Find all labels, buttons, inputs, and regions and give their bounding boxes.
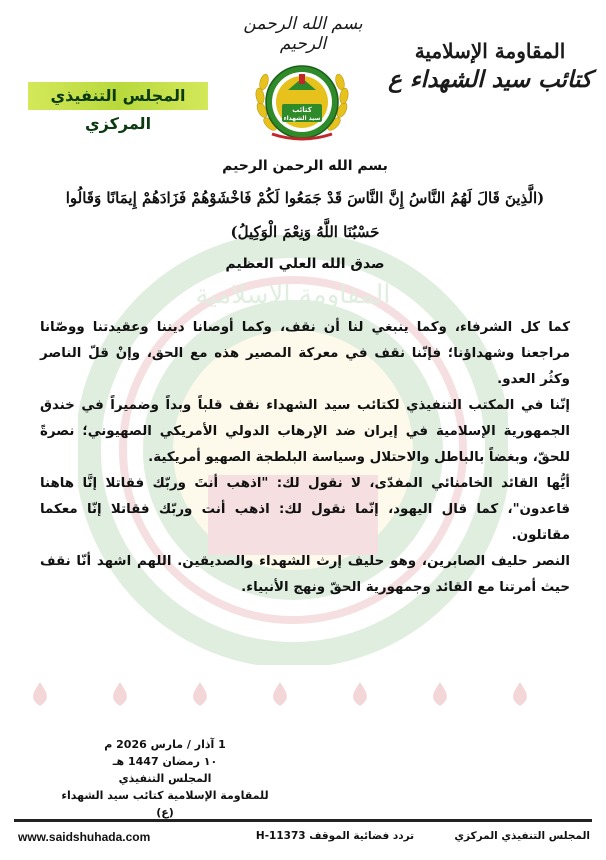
paragraph: أيُّها القائد الخامنائي المفدّى، لا نقول لك: "اذهب أنتَ وربّك فقاتلا إنَّا هاهنا قاعدون"، كما قال اليهود، إنّما نقول لك: اذهب أنت وربّك فقاتلا إنّا معكما مقاتلون.: [40, 476, 570, 543]
statement-paragraphs: [40, 315, 570, 601]
basmala: بسم الله الرحمن الرحيم: [222, 158, 388, 174]
watermark-drops: [0, 680, 606, 710]
footer-council: المجلس التنفيذي المركزي: [454, 830, 590, 842]
sadaq-formula: صدق الله العلي العظيم: [225, 256, 385, 272]
paragraph: كما كل الشرفاء، وكما ينبغي لنا أن نقف، وكما أوصانا ديننا وعقيدتنا ووصّانا مراجعنا وشهداؤنا؛ فإنّنا نقف في معركة المصير هذه مع الحق، وإنْ قلّ الناصر وكثُر العدو.: [40, 320, 570, 387]
organization-logo: [252, 60, 352, 144]
paragraph: النصر حليف الصابرين، وهو حليف إرث الشهداء والصديقين. اللهم اشهد أنّا نقف حيث أمرتنا مع القائد وجمهورية الحقّ ونهج الأنبياء.: [40, 554, 570, 595]
logo-text-line2: سيد الشهداء: [283, 115, 321, 122]
signature-block: [60, 736, 270, 821]
logo-text-line1: كتائب: [292, 106, 312, 114]
bismillah-calligraphy: بسم الله الرحمن الرحيم: [243, 14, 363, 54]
quran-verse: (الَّذِينَ قَالَ لَهُمُ النَّاسُ إِنَّ النَّاسَ قَدْ جَمَعُوا لَكُمْ فَاخْشَوْهُمْ فَزَادَهُمْ إِيمَانًا وَقَالُوا حَسْبُنَا اللَّهُ وَنِعْمَ الْوَكِيلُ): [65, 189, 545, 241]
statement-body: [40, 150, 570, 601]
signatory-org: للمقاومة الإسلامية كتائب سيد الشهداء (ع): [61, 789, 269, 819]
letterhead: [0, 0, 606, 140]
council-label: المجلس التنفيذي المركزي: [28, 82, 208, 110]
organization-name: [385, 38, 595, 122]
watermark-text: المقاومة الإسلامية: [195, 280, 391, 310]
footer-divider: [14, 819, 592, 822]
paragraph: إنّنا في المكتب التنفيذي لكتائب سيد الشهداء نقف قلباً وبداً وضميراً في خندق الجمهورية الإسلامية في إيران ضد الإرهاب الدولي الأمريكي الصهيوني؛ نصرةً للحقّ، وبغضاً بالباطل والاحتلال وسياسة البلطجة الصهيو أمريكية.: [40, 398, 570, 465]
date-hijri: ١٠ رمضان 1447 هـ: [112, 755, 218, 768]
org-name-line1: المقاومة الإسلامية: [414, 39, 566, 63]
org-name-line2: كتائب سيد الشهداء ع: [388, 66, 592, 93]
footer-website-link[interactable]: www.saidshuhada.com: [18, 830, 151, 844]
footer-frequency: تردد فضائية الموقف 11373-H: [255, 830, 415, 842]
date-gregorian: 1 آذار / مارس 2026 م: [104, 738, 226, 751]
signatory-council: المجلس التنفيذي: [118, 772, 212, 785]
footer: [0, 826, 606, 850]
